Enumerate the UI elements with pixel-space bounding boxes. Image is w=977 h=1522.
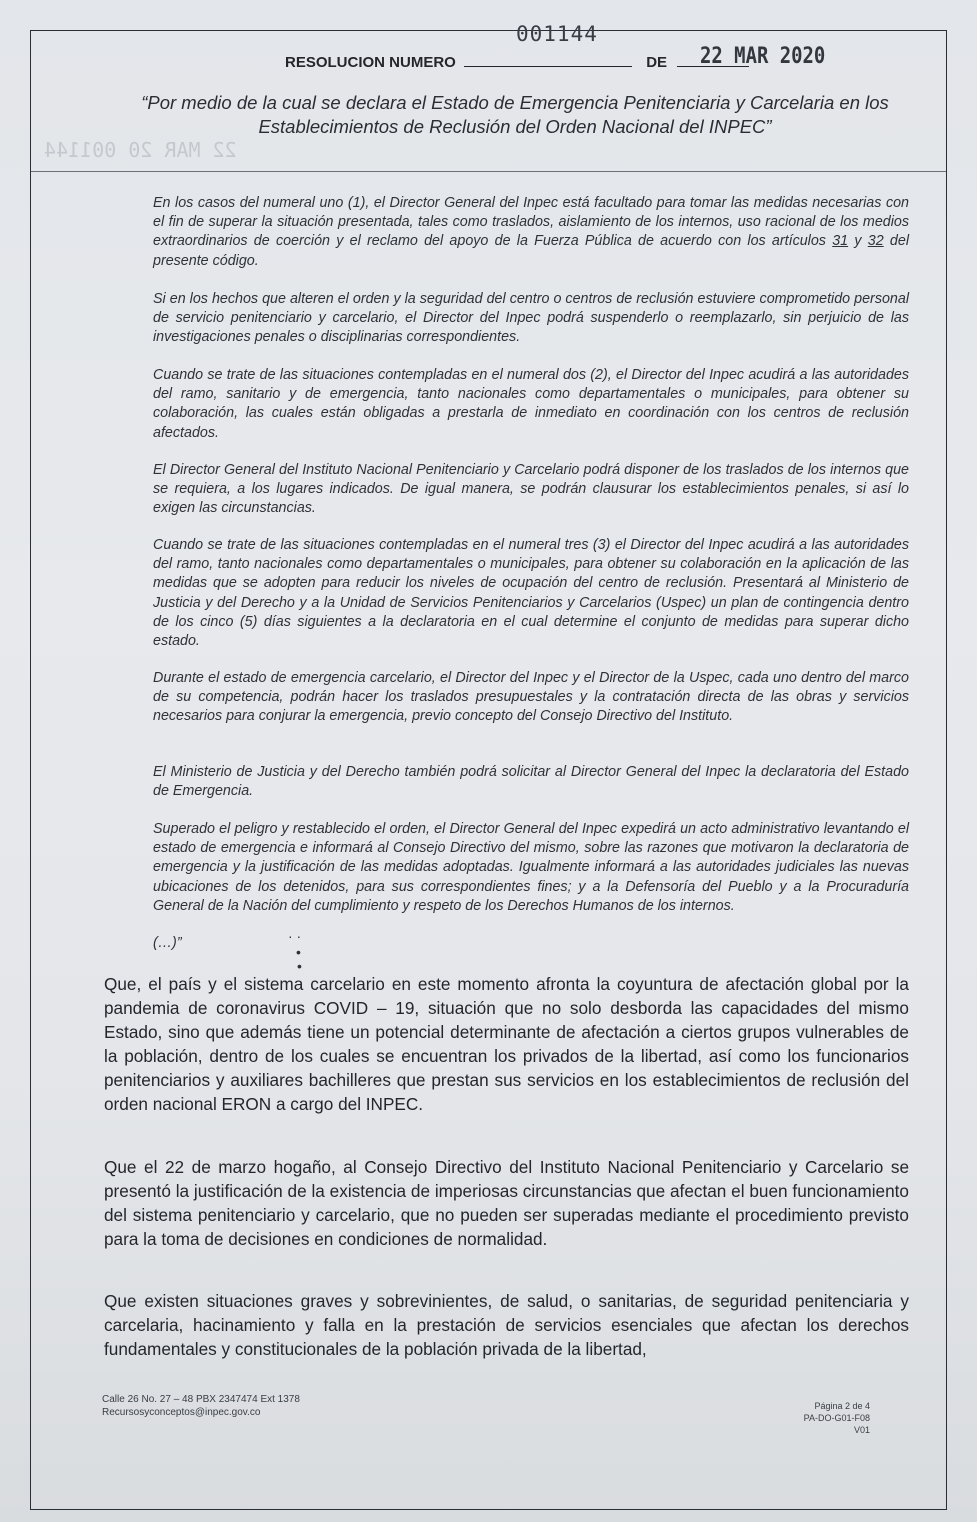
footer-contact (102, 1393, 300, 1419)
quote-paragraph-4: El Director General del Instituto Nacional Penitenciario y Carcelario podrá disponer de los traslados de los internos que se requiera, a los lugares indicados. De igual manera, se podrán clausurar los establecimientos penales, si así lo exigen las circunstancias. (153, 462, 909, 517)
footer-email: Recursosyconceptos@inpec.gov.co (102, 1407, 261, 1418)
header-divider (31, 171, 946, 172)
ink-marks: · · (288, 928, 302, 944)
quote-paragraph-8: Superado el peligro y restablecido el orden, el Director General del Inpec expedirá un acto administrativo levantando el estado de emergencia e informará al Consejo Directivo del mismo, sobre las razones que motivaron la declaratoria de emergencia y la justificación de las medidas adoptadas. Igualmente informará a las autoridades judiciales las nuevas ubicaciones de los detenidos, para sus correspondientes fines; y a la Defensoría del Pueblo y a la Procuraduría General de la Nación del cumplimiento y respeto de los Derechos Humanos de los internos. (153, 821, 909, 914)
resolution-number-blank (464, 52, 632, 67)
quote-paragraph-7: El Ministerio de Justicia y del Derecho también podrá solicitar al Director General del Inpec la declaratoria del Estado de Emergencia. (153, 764, 909, 800)
form-code: PA-DO-G01-F08 V01 (803, 1413, 870, 1435)
ink-marks-2: • (296, 944, 301, 960)
resolution-header (285, 52, 749, 71)
body-paragraph-3: Que existen situaciones graves y sobrevinientes, de salud, o sanitarias, de seguridad penitenciaria y carcelaria, hacinamiento y falla en la prestación de servicios esenciales que afectan los derechos fundamentales y constitucionales de la población privada de la libertad, (104, 1291, 909, 1359)
quote-paragraph-3: Cuando se trate de las situaciones contempladas en el numeral dos (2), el Director del Inpec acudirá a las autoridades del ramo, sanitario y de emergencia, tanto nacionales como departamentales o municipales, para obtener su colaboración, las cuales están obligadas a prestarla de inmediato en coordinación con los centros de reclusión afectados. (153, 367, 909, 441)
bleed-through-stamp: 22 MAR 20 001144 (44, 138, 237, 162)
article-32-link: 32 (867, 233, 884, 250)
ink-marks-3: • (297, 958, 302, 974)
article-31-link: 31 (832, 233, 849, 250)
quote-paragraph-2: Si en los hechos que alteren el orden y la seguridad del centro o centros de reclusión estuviere comprometido personal de servicio penitenciario y carcelario, el Director del Inpec podrá suspenderlo o reemplazarlo, sin perjuicio de las investigaciones penales o disciplinarias correspondientes. (153, 291, 909, 346)
quote-paragraph-1: En los casos del numeral uno (1), el Director General del Inpec está facultado para tomar las medidas necesarias con el fin de superar la situación presentada, tales como traslados, aislamiento de los internos, uso racional de los medios extraordinarios de coerción y el reclamo del apoyo de la Fuerza Pública de acuerdo con los artículos 31 y 32 del presente código. (153, 195, 909, 269)
footer-page-info (790, 1400, 870, 1436)
quote-ellipsis: (…)” (153, 935, 182, 951)
date-label: DE (646, 54, 668, 71)
quote-paragraph-5: Cuando se trate de las situaciones contempladas en el numeral tres (3) el Director del Inpec acudirá a las autoridades del ramo, tanto nacionales como departamentales o municipales, para obtener su colaboración en la aplicación de las medidas que se adopten para reducir los niveles de ocupación del centro de reclusión. Presentará al Ministerio de Justicia y del Derecho y a la Unidad de Servicios Penitenciarios y Carcelarios (Uspec) un plan de contingencia dentro de los cinco (5) días siguientes a la declaratoria en el cual determine el conjunto de medidas para superar dicho estado. (153, 537, 909, 650)
document-title: “Por medio de la cual se declara el Estado de Emergencia Penitenciaria y Carcelaria en los Establecimientos de Reclusión del Orden Nacional del INPEC” (141, 92, 889, 137)
quote-paragraph-6: Durante el estado de emergencia carcelario, el Director del Inpec y el Director de la Uspec, cada uno dentro del marco de su competencia, podrán hacer los traslados presupuestales y la contratación directa de las obras y servicios necesarios para conjurar la emergencia, previo concepto del Consejo Directivo del Instituto. (153, 670, 909, 725)
page-number: Página 2 de 4 (814, 1401, 870, 1411)
date-stamp: 22 MAR 2020 (700, 44, 826, 69)
resolution-label: RESOLUCION NUMERO (285, 54, 456, 71)
resolution-number-stamp: 001144 (516, 22, 598, 46)
body-paragraph-1: Que, el país y el sistema carcelario en este momento afronta la coyuntura de afectación global por la pandemia de coronavirus COVID – 19, situación que no solo desborda las capacidades del mismo Estado, sino que además tiene un potencial determinante de afectación a ciertos grupos vulnerables de la población, dentro de los cuales se encuentran los privados de la libertad, así como los funcionarios penitenciarios y auxiliares bachilleres que prestan sus servicios en los establecimientos de reclusión del orden nacional ERON a cargo del INPEC. (104, 974, 909, 1114)
body-paragraph-2: Que el 22 de marzo hogaño, al Consejo Directivo del Instituto Nacional Penitenciario y Carcelario se presentó la justificación de la existencia de imperiosas circunstancias que afectan el buen funcionamiento del sistema penitenciario y carcelario, que no pueden ser superadas mediante el procedimiento previsto para la toma de decisiones en condiciones de normalidad. (104, 1157, 909, 1249)
footer-address: Calle 26 No. 27 – 48 PBX 2347474 Ext 1378 (102, 1394, 300, 1405)
